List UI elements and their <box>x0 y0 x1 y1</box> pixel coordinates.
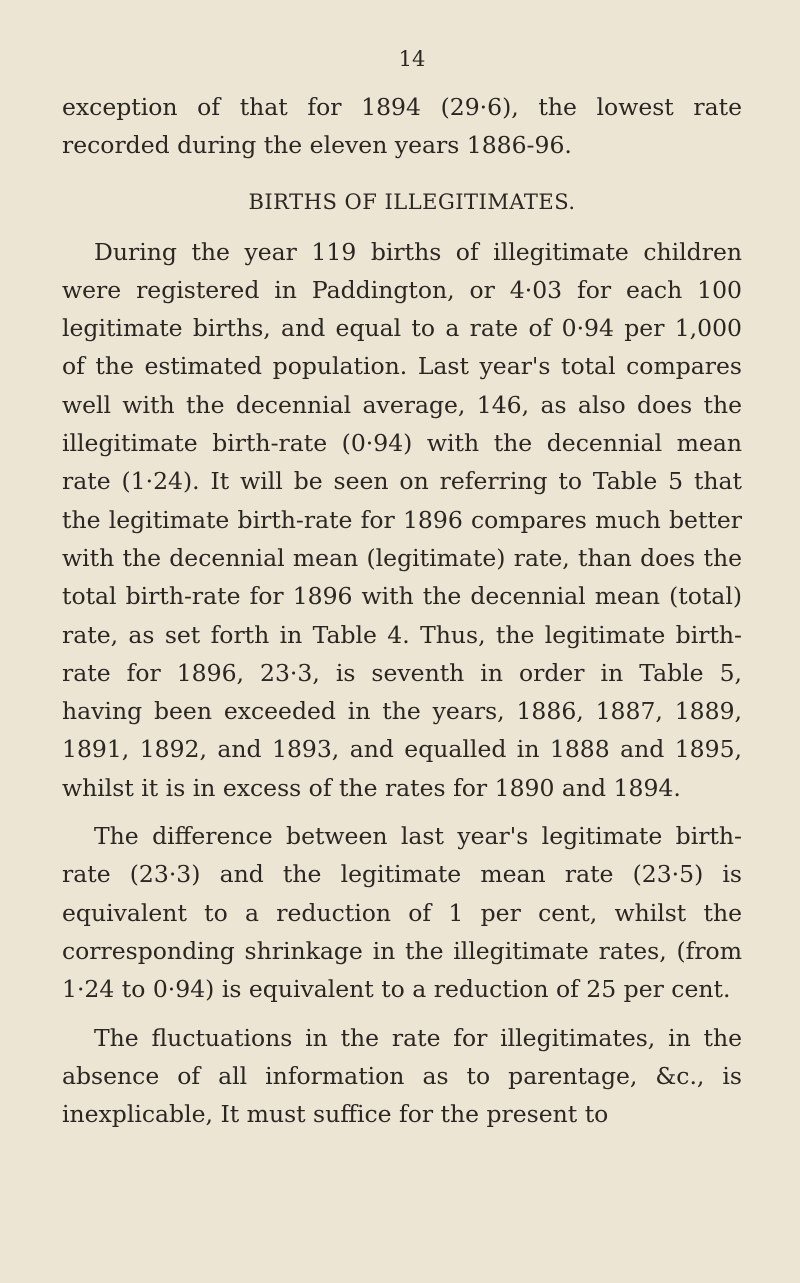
paragraph-continuation: exception of that for 1894 (29·6), the lowest rate recorded during the eleven years 1886-96. <box>62 93 742 160</box>
document-page <box>62 40 742 1133</box>
section-heading: BIRTHS OF ILLEGITIMATES. <box>248 189 576 214</box>
paragraph-fluctuations: The fluctuations in the rate for illegitimates, in the absence of all information as to parentage, &c., is inexplicable, It must suffice for the present to <box>62 1023 742 1129</box>
paragraph-rate-difference: The difference between last year's legitimate birth-rate (23·3) and the legitimate mean rate (23·5) is equivalent to a reduction of 1 per cent, whilst the corresponding shrinkage in the illegitimate rates, (from 1·24 to 0·94) is equivalent to a reduction of 25 per cent. <box>62 822 742 1004</box>
paragraph-illegitimate-births: During the year 119 births of illegitimate children were registered in Paddington, or 4·03 for each 100 legitimate births, and equal to a rate of 0·94 per 1,000 of the estimated population. Last year's total compares well with the decennial average, 146, as also does the illegitimate birth-rate (0·94) with the decennial mean rate (1·24). It will be seen on referring to Table 5 that the legitimate birth-rate for 1896 compares much better with the decennial mean (legitimate) rate, than does the total birth-rate for 1896 with the decennial mean (total) rate, as set forth in Table 4. Thus, the legitimate birth-rate for 1896, 23·3, is seventh in order in Table 5, having been exceeded in the years, 1886, 1887, 1889, 1891, 1892, and 1893, and equalled in 1888 and 1895, whilst it is in excess of the rates for 1890 and 1894. <box>62 237 742 802</box>
page-number: 14 <box>398 47 426 71</box>
